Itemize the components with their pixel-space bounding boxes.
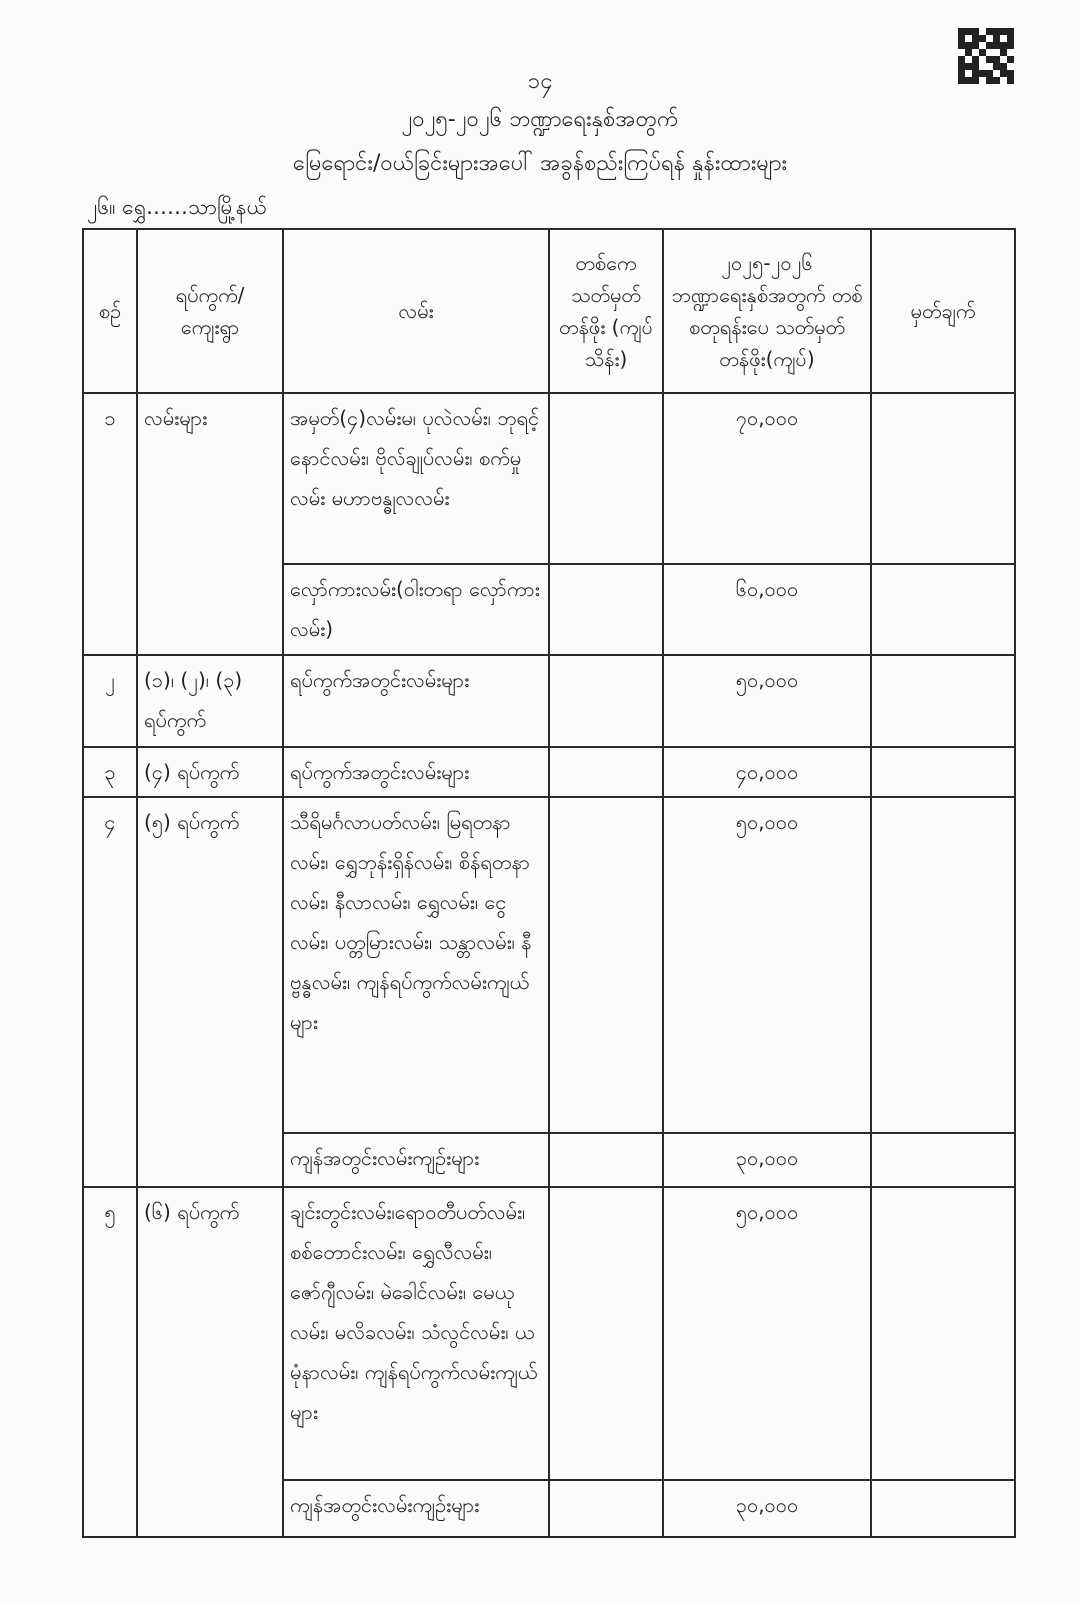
table-row: [83, 747, 1015, 798]
cell-rate: ၄၀,၀၀၀: [663, 747, 871, 798]
header-remark: မှတ်ချက်: [871, 229, 1015, 393]
page-number: ၁၄: [527, 69, 553, 94]
cell-road: ရပ်ကွက်အတွင်းလမ်းများ: [283, 655, 549, 746]
header-row: [83, 229, 1015, 393]
title-line-2: မြေရောင်း/ဝယ်ခြင်းများအပေါ် အခွန်စည်းကြပ်ရန် နှုန်းထားများ: [292, 151, 788, 176]
cell-rate: ၇၀,၀၀၀: [663, 393, 871, 564]
cell-prev-rate: [549, 747, 663, 798]
cell-sr: ၄: [83, 797, 137, 1187]
cell-ward: (၄) ရပ်ကွက်: [137, 747, 283, 798]
cell-prev-rate: [549, 797, 663, 1132]
cell-remark: [871, 564, 1015, 655]
cell-prev-rate: [549, 1133, 663, 1188]
cell-sr: ၅: [83, 1187, 137, 1537]
cell-road: ချင်းတွင်းလမ်း၊ရောဝတီပတ်လမ်း၊ စစ်တောင်းလမ်း၊ ရွှေလီလမ်း၊ ဇော်ဂျီလမ်း၊ မဲခေါင်လမ်း၊ မေယုလမ်း၊ မလိခလမ်း၊ သံလွင်လမ်း၊ ယမုံနာလမ်း၊ ကျန်ရပ်ကွက်လမ်းကျယ်များ: [283, 1187, 549, 1480]
header-sr: စဉ်: [83, 229, 137, 393]
cell-prev-rate: [549, 655, 663, 746]
table-row: [83, 393, 1015, 564]
cell-rate: ၅၀,၀၀၀: [663, 797, 871, 1132]
cell-remark: [871, 1133, 1015, 1188]
cell-rate: ၃၀,၀၀၀: [663, 1133, 871, 1188]
cell-road: ကျန်အတွင်းလမ်းကျဉ်းများ: [283, 1480, 549, 1537]
cell-road: အမှတ်(၄)လမ်းမ၊ ပုလဲလမ်း၊ ဘုရင့်နောင်လမ်း၊ ဗိုလ်ချုပ်လမ်း၊ စက်မှုလမ်း မဟာဗန္ဓုလလမ်း: [283, 393, 549, 564]
cell-sr: ၁: [83, 393, 137, 655]
table-row: [83, 797, 1015, 1132]
cell-prev-rate: [549, 564, 663, 655]
cell-road: ကျန်အတွင်းလမ်းကျဉ်းများ: [283, 1133, 549, 1188]
cell-remark: [871, 655, 1015, 746]
cell-ward: လမ်းများ: [137, 393, 283, 655]
section-heading: ၂၆။ ရွှေ……သာမြို့နယ်: [87, 195, 267, 219]
cell-rate: ၅၀,၀၀၀: [663, 655, 871, 746]
title-line-1: ၂၀၂၅-၂၀၂၆ ဘဏ္ဍာရေးနှစ်အတွက်: [401, 107, 679, 132]
header-road: လမ်း: [283, 229, 549, 393]
cell-remark: [871, 797, 1015, 1132]
rates-table: [82, 228, 1016, 1538]
header-ward: ရပ်ကွက်/ ကျေးရွာ: [137, 229, 283, 393]
cell-ward: (၅) ရပ်ကွက်: [137, 797, 283, 1187]
cell-ward: (၁)၊ (၂)၊ (၃) ရပ်ကွက်: [137, 655, 283, 746]
cell-sr: ၃: [83, 747, 137, 798]
cell-sr: ၂: [83, 655, 137, 746]
cell-prev-rate: [549, 1480, 663, 1537]
cell-prev-rate: [549, 393, 663, 564]
cell-prev-rate: [549, 1187, 663, 1480]
cell-rate: ၃၀,၀၀၀: [663, 1480, 871, 1537]
cell-remark: [871, 1480, 1015, 1537]
cell-road: သီရိမင်္ဂလာပတ်လမ်း၊ မြရတနာလမ်း၊ ရွှေဘုန်းရှိန်လမ်း၊ စိန်ရတနာလမ်း၊ နီလာလမ်း၊ ရွှေလမ်း၊ ငွေလမ်း၊ ပတ္တမြားလမ်း၊ သန္တာလမ်း၊ နီဗ္ဗန္ဓလမ်း၊ ကျန်ရပ်ကွက်လမ်းကျယ်များ: [283, 797, 549, 1132]
table-row: [83, 655, 1015, 746]
cell-remark: [871, 393, 1015, 564]
cell-rate: ၅၀,၀၀၀: [663, 1187, 871, 1480]
header-prev-rate: တစ်ကေ သတ်မှတ် တန်ဖိုး (ကျပ်သိန်း): [549, 229, 663, 393]
table-row: [83, 1187, 1015, 1480]
cell-ward: (၆) ရပ်ကွက်: [137, 1187, 283, 1537]
cell-rate: ၆၀,၀၀၀: [663, 564, 871, 655]
cell-road: ရပ်ကွက်အတွင်းလမ်းများ: [283, 747, 549, 798]
cell-road: လှော်ကားလမ်း(ဝါးတရာ လှော်ကားလမ်း): [283, 564, 549, 655]
header-new-rate: ၂၀၂၅-၂၀၂၆ ဘဏ္ဍာရေးနှစ်အတွက် တစ်စတုရန်းပေ သတ်မှတ်တန်ဖိုး(ကျပ်): [663, 229, 871, 393]
cell-remark: [871, 747, 1015, 798]
cell-remark: [871, 1187, 1015, 1480]
